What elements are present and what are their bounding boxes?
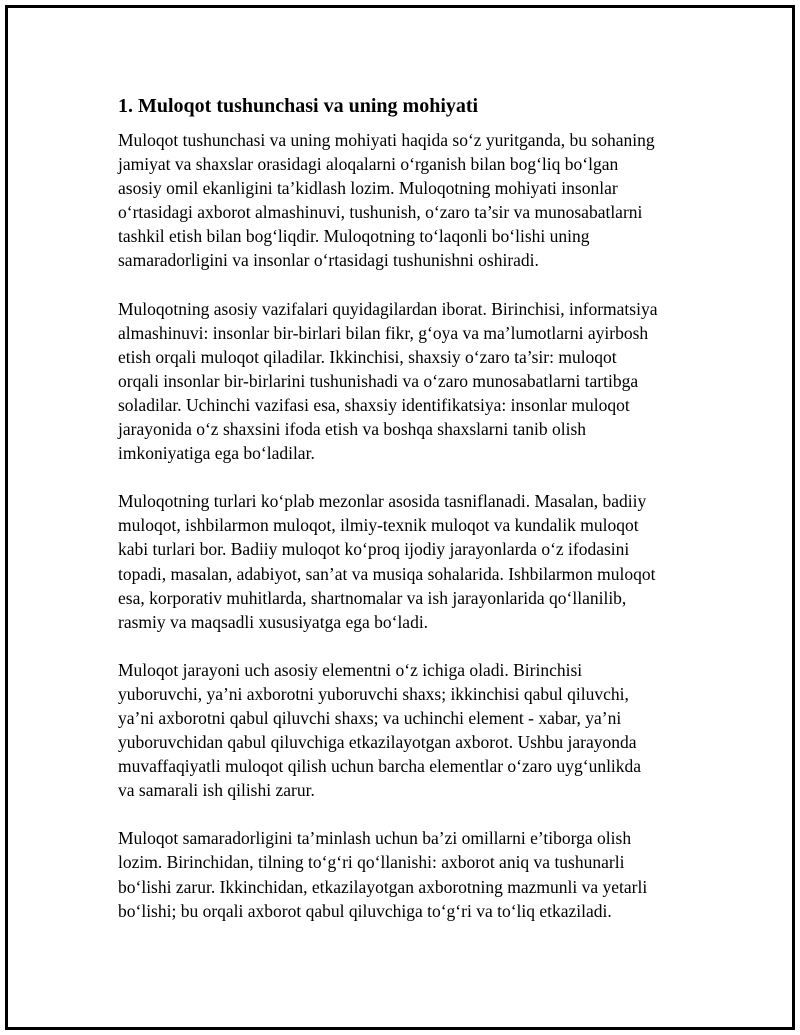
text-line: muvaffaqiyatli muloqot qilish uchun barcha elementlar o‘zaro uyg‘unlikda [118,756,642,777]
text-line: orqali insonlar bir-birlarini tushunishadi va o‘zaro munosabatlarni tartibga [118,370,639,391]
text-line: yuboruvchidan qabul qiluvchiga etkazilayotgan axborot. Ushbu jarayonda [118,732,637,753]
paragraph-5 [118,826,692,922]
paragraph-2 [118,297,692,466]
text-line: bo‘lishi; bu orqali axborot qabul qiluvchiga to‘g‘ri va to‘liq etkaziladi. [118,900,612,921]
text-line: jamiyat va shaxslar orasidagi aloqalarni o‘rganish bilan bog‘liq bo‘lgan [118,154,619,175]
text-line: esa, korporativ muhitlarda, shartnomalar va ish jarayonlarida qo‘llanilib, [118,587,627,608]
text-line: Muloqot tushunchasi va uning mohiyati haqida so‘z yuritganda, bu sohaning [118,130,655,150]
text-line: asosiy omil ekanligini ta’kidlash lozim. Muloqotning mohiyati insonlar [118,178,618,199]
text-line: etish orqali muloqot qiladilar. Ikkinchisi, shaxsiy o‘zaro ta’sir: muloqot [118,346,617,367]
text-line: o‘rtasidagi axborot almashinuvi, tushunish, o‘zaro ta’sir va munosabatlarni [118,202,643,223]
text-line: soladilar. Uchinchi vazifasi esa, shaxsiy identifikatsiya: insonlar muloqot [118,394,630,415]
text-line: va samarali ish qilishi zarur. [118,780,315,801]
text-line: lozim. Birinchidan, tilning to‘g‘ri qo‘llanishi: axborot aniq va tushunarli [118,852,625,873]
paragraph-3 [118,489,692,634]
paragraph-4 [118,658,692,803]
text-line: kabi turlari bor. Badiiy muloqot ko‘proq ijodiy jarayonlarda o‘z ifodasini [118,539,630,560]
text-line: imkoniyatiga ega bo‘ladilar. [118,443,315,464]
text-line: rasmiy va maqsadli xususiyatga ega bo‘ladi. [118,611,429,632]
text-line: tashkil etish bilan bog‘liqdir. Muloqotning to‘laqonli bo‘lishi uning [118,226,590,247]
document-body [118,93,692,947]
text-line: Muloqotning turlari ko‘plab mezonlar asosida tasniflanadi. Masalan, badiiy [118,491,647,512]
text-line: jarayonida o‘z shaxsini ifoda etish va boshqa shaxslarni tanib olish [118,419,587,440]
text-line: almashinuvi: insonlar bir-birlari bilan fikr, g‘oya va ma’lumotlarni ayirbosh [118,322,649,343]
paragraph-1 [118,128,692,273]
section-heading: 1. Muloqot tushunchasi va uning mohiyati [118,95,479,117]
text-line: Muloqot jarayoni uch asosiy elementni o‘z ichiga oladi. Birinchisi [118,659,583,680]
text-line: Muloqot samaradorligini ta’minlash uchun ba’zi omillarni e’tiborga olish [118,828,632,849]
text-line: samaradorligini va insonlar o‘rtasidagi tushunishni oshiradi. [118,250,539,271]
text-line: bo‘lishi zarur. Ikkinchidan, etkazilayotgan axborotning mazmunli va yetarli [118,876,648,897]
text-line: yuboruvchi, ya’ni axborotni yuboruvchi shaxs; ikkinchisi qabul qiluvchi, [118,683,629,704]
text-line: muloqot, ishbilarmon muloqot, ilmiy-texnik muloqot va kundalik muloqot [118,515,639,536]
text-line: Muloqotning asosiy vazifalari quyidagilardan iborat. Birinchisi, informatsiya [118,298,658,319]
text-line: topadi, masalan, adabiyot, san’at va musiqa sohalarida. Ishbilarmon muloqot [118,563,656,584]
text-line: ya’ni axborotni qabul qiluvchi shaxs; va uchinchi element - xabar, ya’ni [118,707,622,728]
